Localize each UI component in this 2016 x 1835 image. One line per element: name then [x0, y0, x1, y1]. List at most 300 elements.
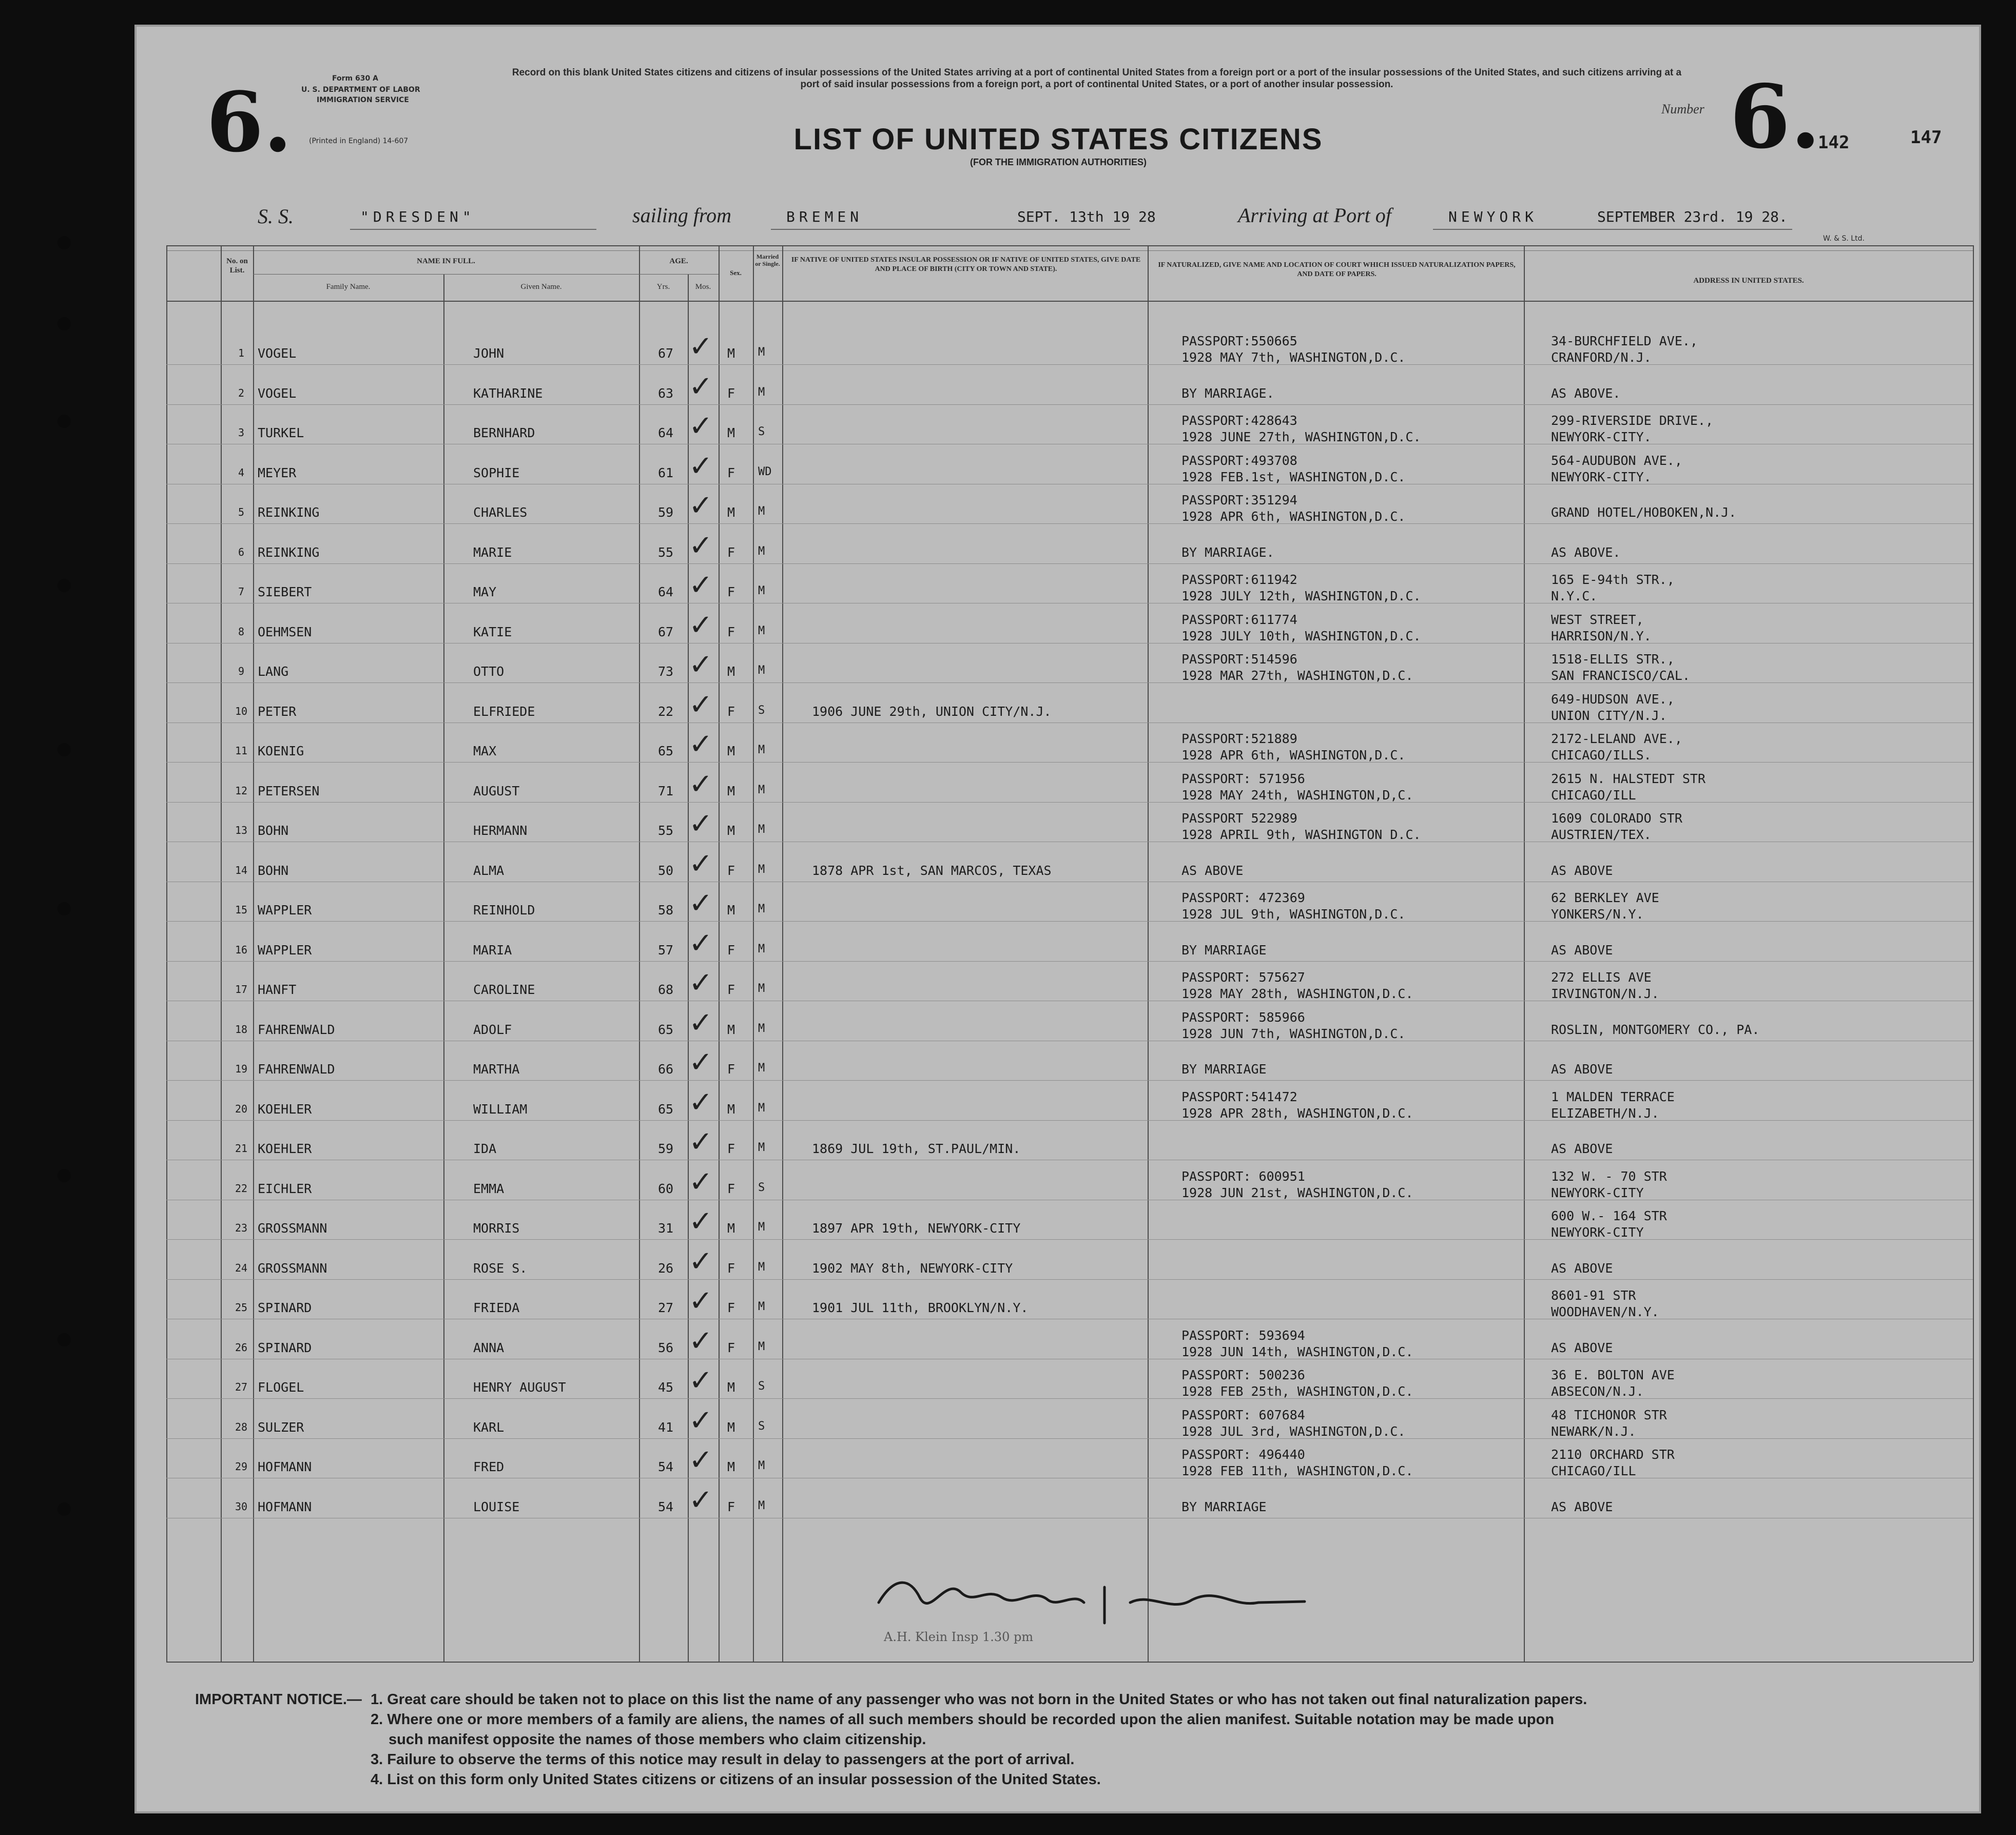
naturalization-line-2: 1928 JUN 21st, WASHINGTON,D.C. [1181, 1185, 1413, 1200]
family-name: REINKING [258, 505, 320, 520]
row-number: 23 [235, 1222, 248, 1234]
age-years: 59 [658, 1141, 674, 1156]
age-years: 61 [658, 465, 674, 480]
row-number: 24 [235, 1262, 248, 1274]
check-mark: ✓ [689, 1324, 713, 1358]
printer-mark: W. & S. Ltd. [1823, 235, 1865, 243]
marital-status: M [758, 346, 765, 359]
family-name: VOGEL [258, 346, 297, 361]
age-years: 64 [658, 584, 674, 599]
sex: F [727, 1261, 735, 1276]
marital-status: M [758, 903, 765, 915]
header-married: Married or Single. [755, 253, 780, 267]
header-no: No. on List. [226, 257, 248, 275]
family-name: FLOGEL [258, 1380, 304, 1395]
given-name: EMMA [473, 1181, 505, 1196]
row-number: 17 [235, 983, 248, 995]
naturalization-line-2: 1928 MAY 7th, WASHINGTON,D.C. [1181, 350, 1406, 365]
row-number: 2 [238, 387, 245, 399]
family-name: OEHMSEN [258, 624, 312, 639]
sex: F [727, 545, 735, 560]
sex: F [727, 1499, 735, 1514]
given-name: ROSE S. [473, 1261, 528, 1276]
stamp-147: 147 [1910, 127, 1942, 148]
age-years: 58 [658, 903, 674, 918]
row-rule [166, 1438, 1973, 1439]
sex: M [727, 903, 735, 918]
row-rule [166, 802, 1973, 803]
sex: M [727, 1102, 735, 1117]
marital-status: M [758, 584, 765, 597]
address-line-1: AS ABOVE [1551, 1062, 1613, 1077]
address-line-1: 132 W. - 70 STR [1551, 1169, 1667, 1184]
address-line-1: AS ABOVE. [1551, 545, 1621, 560]
marital-status: M [758, 1261, 765, 1274]
sex: M [727, 744, 735, 758]
marital-status: M [758, 1340, 765, 1353]
naturalization-line-1: AS ABOVE [1181, 863, 1244, 878]
given-name: MAX [473, 744, 497, 758]
header-mos: Mos. [695, 283, 711, 291]
naturalization-line-1: PASSPORT: 607684 [1181, 1408, 1305, 1422]
check-mark: ✓ [689, 1205, 713, 1238]
row-rule [166, 921, 1973, 922]
check-mark: ✓ [689, 1404, 713, 1437]
row-number: 26 [235, 1341, 248, 1354]
address-line-1: 165 E-94th STR., [1551, 572, 1675, 587]
row-number: 11 [235, 745, 248, 757]
address-line-1: 2615 N. HALSTEDT STR [1551, 771, 1706, 786]
naturalization-line-2: 1928 JUL 9th, WASHINGTON,D.C. [1181, 907, 1406, 922]
header-age: AGE. [669, 257, 688, 265]
naturalization-line-1: PASSPORT:611774 [1181, 612, 1297, 627]
age-years: 57 [658, 943, 674, 958]
naturalization-line-1: BY MARRIAGE. [1181, 386, 1274, 401]
sex: M [727, 1459, 735, 1474]
naturalization-line-2: 1928 JUL 3rd, WASHINGTON,D.C. [1181, 1424, 1406, 1439]
service: IMMIGRATION SERVICE [317, 96, 409, 104]
row-number: 29 [235, 1460, 248, 1473]
family-name: SPINARD [258, 1300, 312, 1315]
naturalization-line-2: 1928 APRIL 9th, WASHINGTON D.C. [1181, 827, 1421, 842]
age-years: 27 [658, 1300, 674, 1315]
sailing-label: sailing from [632, 204, 731, 227]
header-name: NAME IN FULL. [417, 257, 475, 265]
sex: F [727, 386, 735, 401]
address-line-2: NEWYORK-CITY. [1551, 430, 1652, 444]
row-rule [166, 961, 1973, 962]
given-name: CAROLINE [473, 982, 535, 997]
family-name: BOHN [258, 863, 289, 878]
header-sex: Sex. [730, 269, 742, 277]
family-name: PETERSEN [258, 784, 320, 798]
arriving-label: Arriving at Port of [1238, 204, 1391, 227]
family-name: WAPPLER [258, 903, 312, 918]
given-name: HERMANN [473, 823, 528, 838]
naturalization-line-2: 1928 APR 6th, WASHINGTON,D.C. [1181, 748, 1406, 763]
given-name: OTTO [473, 664, 505, 679]
form-number: Form 630 A [332, 74, 378, 83]
row-number: 8 [238, 626, 245, 638]
stamp-142: 142 [1818, 132, 1850, 153]
naturalization-line-1: BY MARRIAGE [1181, 943, 1267, 958]
address-line-2: NEWARK/N.J. [1551, 1424, 1636, 1439]
age-years: 67 [658, 346, 674, 361]
check-mark: ✓ [689, 927, 713, 960]
ss-label: S. S. [258, 205, 294, 228]
row-number: 9 [238, 665, 245, 677]
check-mark: ✓ [689, 1483, 713, 1517]
check-mark: ✓ [689, 1125, 713, 1159]
address-line-2: YONKERS/N.Y. [1551, 907, 1644, 922]
marital-status: M [758, 386, 765, 399]
marital-status: M [758, 1102, 765, 1115]
sex: M [727, 505, 735, 520]
naturalization-line-2: 1928 APR 6th, WASHINGTON,D.C. [1181, 509, 1406, 524]
address-line-2: WOODHAVEN/N.Y. [1551, 1304, 1659, 1319]
age-years: 55 [658, 545, 674, 560]
marital-status: M [758, 505, 765, 518]
check-mark: ✓ [689, 330, 713, 363]
address-line-1: 48 TICHONOR STR [1551, 1408, 1667, 1422]
marital-status: M [758, 943, 765, 955]
given-name: KATIE [473, 624, 512, 639]
check-mark: ✓ [689, 728, 713, 761]
check-mark: ✓ [689, 847, 713, 881]
marital-status: M [758, 1062, 765, 1075]
check-mark: ✓ [689, 807, 713, 841]
row-number: 14 [235, 864, 248, 876]
punch-hole [57, 1502, 71, 1516]
naturalization-line-2: 1928 JUN 14th, WASHINGTON,D.C. [1181, 1344, 1413, 1359]
marital-status: M [758, 1221, 765, 1234]
address-line-1: GRAND HOTEL/HOBOKEN,N.J. [1551, 505, 1737, 520]
sex: F [727, 624, 735, 639]
date-to: SEPTEMBER 23rd. 19 28. [1597, 208, 1788, 225]
row-number: 15 [235, 904, 248, 916]
table-bottom-rule [166, 1662, 1973, 1663]
naturalization-line-2: 1928 FEB.1st, WASHINGTON,D.C. [1181, 470, 1406, 484]
family-name: KOENIG [258, 744, 304, 758]
address-line-1: AS ABOVE. [1551, 386, 1621, 401]
naturalization-line-2: 1928 JULY 10th, WASHINGTON,D.C. [1181, 629, 1421, 643]
naturalization-line-2: 1928 JUNE 27th, WASHINGTON,D.C. [1181, 430, 1421, 444]
family-name: FAHRENWALD [258, 1062, 335, 1077]
check-mark: ✓ [689, 609, 713, 642]
check-mark: ✓ [689, 688, 713, 721]
address-line-2: IRVINGTON/N.J. [1551, 986, 1659, 1001]
age-years: 22 [658, 704, 674, 719]
naturalization-line-1: PASSPORT:428643 [1181, 413, 1297, 428]
given-name: KARL [473, 1420, 505, 1435]
sex: F [727, 982, 735, 997]
naturalization-line-1: PASSPORT 522989 [1181, 811, 1297, 826]
sex: M [727, 784, 735, 798]
naturalization-line-1: PASSPORT: 571956 [1181, 771, 1305, 786]
row-number: 25 [235, 1301, 248, 1314]
marital-status: M [758, 1022, 765, 1035]
given-name: JOHN [473, 346, 505, 361]
family-name: SULZER [258, 1420, 304, 1435]
row-number: 5 [238, 506, 245, 518]
family-name: HOFMANN [258, 1499, 312, 1514]
age-years: 55 [658, 823, 674, 838]
row-number: 13 [235, 824, 248, 836]
address-line-1: 299-RIVERSIDE DRIVE., [1551, 413, 1714, 428]
header-yrs: Yrs. [656, 283, 670, 291]
given-name: LOUISE [473, 1499, 520, 1514]
department: U. S. DEPARTMENT OF LABOR [301, 86, 420, 94]
check-mark: ✓ [689, 569, 713, 602]
row-number: 21 [235, 1142, 248, 1155]
header-native: IF NATIVE OF UNITED STATES INSULAR POSSESSION OR IF NATIVE OF UNITED STATES, GIVE DATE AND PLACE OF BIRTH (CITY OR TOWN AND STATE). [791, 256, 1141, 273]
address-line-2: SAN FRANCISCO/CAL. [1551, 668, 1690, 683]
marital-status: S [758, 425, 765, 438]
family-name: SIEBERT [258, 584, 312, 599]
given-name: FRED [473, 1459, 505, 1474]
row-rule [166, 364, 1973, 365]
address-line-2: NEWYORK-CITY [1551, 1225, 1644, 1240]
marital-status: M [758, 664, 765, 677]
address-line-2: CHICAGO/ILLS. [1551, 748, 1652, 763]
naturalization-line-1: BY MARRIAGE [1181, 1062, 1267, 1077]
naturalization-line-1: PASSPORT: 496440 [1181, 1447, 1305, 1462]
given-name: BERNHARD [473, 425, 535, 440]
row-rule [166, 1279, 1973, 1280]
sex: M [727, 425, 735, 440]
family-name: HOFMANN [258, 1459, 312, 1474]
family-name: SPINARD [258, 1340, 312, 1355]
svg-text:A.H. Klein Insp 1.30 pm: A.H. Klein Insp 1.30 pm [884, 1630, 1034, 1644]
sex: M [727, 346, 735, 361]
punch-hole [57, 743, 71, 756]
address-line-2: CRANFORD/N.J. [1551, 350, 1652, 365]
address-line-2: NEWYORK-CITY. [1551, 470, 1652, 484]
row-number: 27 [235, 1381, 248, 1393]
row-number: 28 [235, 1421, 248, 1433]
family-name: LANG [258, 664, 289, 679]
marital-status: M [758, 1499, 765, 1512]
address-line-1: ROSLIN, MONTGOMERY CO., PA. [1551, 1022, 1760, 1037]
address-line-1: AS ABOVE [1551, 1340, 1613, 1355]
port-to: NEWYORK [1448, 208, 1538, 225]
sex: M [727, 823, 735, 838]
punch-hole [57, 1333, 71, 1346]
address-line-2: HARRISON/N.Y. [1551, 629, 1652, 643]
header-given: Given Name. [520, 283, 562, 291]
given-name: IDA [473, 1141, 497, 1156]
date-from: SEPT. 13th 19 28 [1017, 208, 1156, 225]
naturalization-line-1: PASSPORT:550665 [1181, 334, 1297, 348]
punch-hole [57, 579, 71, 592]
notice-heading: IMPORTANT NOTICE.— [195, 1691, 362, 1708]
table-top-rule [166, 245, 1973, 246]
row-rule [166, 1120, 1973, 1121]
sex: F [727, 1340, 735, 1355]
row-number: 22 [235, 1182, 248, 1195]
age-years: 31 [658, 1221, 674, 1236]
given-name: WILLIAM [473, 1102, 528, 1117]
birth-date-place: 1878 APR 1st, SAN MARCOS, TEXAS [812, 863, 1052, 878]
sex: M [727, 1022, 735, 1037]
notice-item-3: 3. Failure to observe the terms of this notice may result in delay to passengers at the port of arrival. [371, 1751, 1075, 1768]
punch-hole [57, 902, 71, 915]
header-family: Family Name. [326, 283, 371, 291]
naturalization-line-2: 1928 JUN 7th, WASHINGTON,D.C. [1181, 1026, 1406, 1041]
naturalization-line-2: 1928 MAY 24th, WASHINGTON,D,C. [1181, 788, 1413, 803]
naturalization-line-2: 1928 MAY 28th, WASHINGTON,D.C. [1181, 986, 1413, 1001]
age-years: 67 [658, 624, 674, 639]
family-name: WAPPLER [258, 943, 312, 958]
address-line-1: 649-HUDSON AVE., [1551, 692, 1675, 707]
given-name: ANNA [473, 1340, 505, 1355]
marital-status: M [758, 744, 765, 756]
page-title: LIST OF UNITED STATES CITIZENS [793, 123, 1323, 156]
address-line-1: AS ABOVE [1551, 1499, 1613, 1514]
birth-date-place: 1901 JUL 11th, BROOKLYN/N.Y. [812, 1300, 1029, 1315]
sex: M [727, 1221, 735, 1236]
age-years: 68 [658, 982, 674, 997]
address-line-1: AS ABOVE [1551, 863, 1613, 878]
row-number: 30 [235, 1500, 248, 1513]
sex: F [727, 1300, 735, 1315]
sex: F [727, 704, 735, 719]
sex: F [727, 943, 735, 958]
address-line-2: ABSECON/N.J. [1551, 1384, 1644, 1399]
marital-status: M [758, 823, 765, 836]
age-years: 66 [658, 1062, 674, 1077]
port-from: BREMEN [786, 208, 863, 225]
marital-status: S [758, 1420, 765, 1433]
row-rule [166, 523, 1973, 524]
given-name: FRIEDA [473, 1300, 520, 1315]
edition: (Printed in England) 14-607 [309, 137, 409, 145]
row-number: 6 [238, 546, 245, 558]
check-mark: ✓ [689, 450, 713, 483]
row-number: 16 [235, 944, 248, 956]
naturalization-line-1: BY MARRIAGE. [1181, 545, 1274, 560]
manifest-sheet [134, 25, 1981, 1813]
check-mark: ✓ [689, 529, 713, 562]
age-years: 50 [658, 863, 674, 878]
given-name: ELFRIEDE [473, 704, 535, 719]
age-years: 64 [658, 425, 674, 440]
row-rule [166, 404, 1973, 405]
address-line-1: 600 W.- 164 STR [1551, 1208, 1667, 1223]
age-years: 54 [658, 1459, 674, 1474]
sex: F [727, 1141, 735, 1156]
check-mark: ✓ [689, 1165, 713, 1199]
address-line-1: 8601-91 STR [1551, 1288, 1636, 1303]
naturalization-line-1: PASSPORT:521889 [1181, 731, 1297, 746]
address-line-1: 36 E. BOLTON AVE [1551, 1368, 1675, 1382]
naturalization-line-2: 1928 FEB 11th, WASHINGTON,D.C. [1181, 1463, 1413, 1478]
age-years: 56 [658, 1340, 674, 1355]
address-line-1: 2110 ORCHARD STR [1551, 1447, 1675, 1462]
given-name: ALMA [473, 863, 505, 878]
marital-status: M [758, 982, 765, 995]
age-years: 45 [658, 1380, 674, 1395]
sex: F [727, 584, 735, 599]
given-name: MORRIS [473, 1221, 520, 1236]
check-mark: ✓ [689, 1006, 713, 1040]
row-number: 20 [235, 1103, 248, 1115]
row-rule [166, 682, 1973, 683]
inspector-signature [863, 1556, 1325, 1649]
family-name: MEYER [258, 465, 297, 480]
row-rule [166, 563, 1973, 564]
family-name: VOGEL [258, 386, 297, 401]
number-label: Number [1661, 102, 1704, 116]
age-years: 71 [658, 784, 674, 798]
age-years: 60 [658, 1181, 674, 1196]
punch-hole [57, 1169, 71, 1182]
row-number: 12 [235, 785, 248, 797]
row-number: 18 [235, 1023, 248, 1036]
row-rule [166, 762, 1973, 763]
family-name: BOHN [258, 823, 289, 838]
age-years: 65 [658, 1102, 674, 1117]
naturalization-line-1: PASSPORT:611942 [1181, 572, 1297, 587]
row-rule [166, 1080, 1973, 1081]
check-mark: ✓ [689, 1245, 713, 1278]
given-name: MAY [473, 584, 497, 599]
check-mark: ✓ [689, 489, 713, 522]
check-mark: ✓ [689, 1046, 713, 1079]
sex: M [727, 1420, 735, 1435]
marital-status: S [758, 704, 765, 717]
address-line-1: AS ABOVE [1551, 1141, 1613, 1156]
marital-status: M [758, 863, 765, 876]
family-name: KOEHLER [258, 1102, 312, 1117]
check-mark: ✓ [689, 370, 713, 403]
address-line-2: UNION CITY/N.J. [1551, 708, 1667, 723]
check-mark: ✓ [689, 1364, 713, 1397]
given-name: REINHOLD [473, 903, 535, 918]
check-mark: ✓ [689, 966, 713, 1000]
sex: F [727, 465, 735, 480]
family-name: TURKEL [258, 425, 304, 440]
age-years: 65 [658, 1022, 674, 1037]
family-name: REINKING [258, 545, 320, 560]
check-mark: ✓ [689, 409, 713, 443]
age-years: 65 [658, 744, 674, 758]
address-line-1: 272 ELLIS AVE [1551, 970, 1652, 985]
naturalization-line-1: PASSPORT:514596 [1181, 652, 1297, 667]
naturalization-line-1: PASSPORT: 472369 [1181, 890, 1305, 905]
family-name: EICHLER [258, 1181, 312, 1196]
row-number: 10 [235, 705, 248, 717]
address-line-1: 2172-LELAND AVE., [1551, 731, 1682, 746]
notice-item-2b: such manifest opposite the names of those members who claim citizenship. [389, 1731, 926, 1748]
naturalization-line-1: PASSPORT:351294 [1181, 493, 1297, 507]
address-line-2: NEWYORK-CITY [1551, 1185, 1644, 1200]
age-years: 26 [658, 1261, 674, 1276]
family-name: PETER [258, 704, 297, 719]
given-name: ADOLF [473, 1022, 512, 1037]
marital-status: M [758, 624, 765, 637]
given-name: HENRY AUGUST [473, 1380, 566, 1395]
given-name: MARIA [473, 943, 512, 958]
marital-status: S [758, 1181, 765, 1194]
given-name: SOPHIE [473, 465, 520, 480]
punch-hole [57, 317, 71, 330]
given-name: KATHARINE [473, 386, 543, 401]
check-mark: ✓ [689, 768, 713, 801]
address-line-1: 1 MALDEN TERRACE [1551, 1089, 1675, 1104]
address-line-1: AS ABOVE [1551, 943, 1613, 958]
naturalization-line-1: PASSPORT: 600951 [1181, 1169, 1305, 1184]
